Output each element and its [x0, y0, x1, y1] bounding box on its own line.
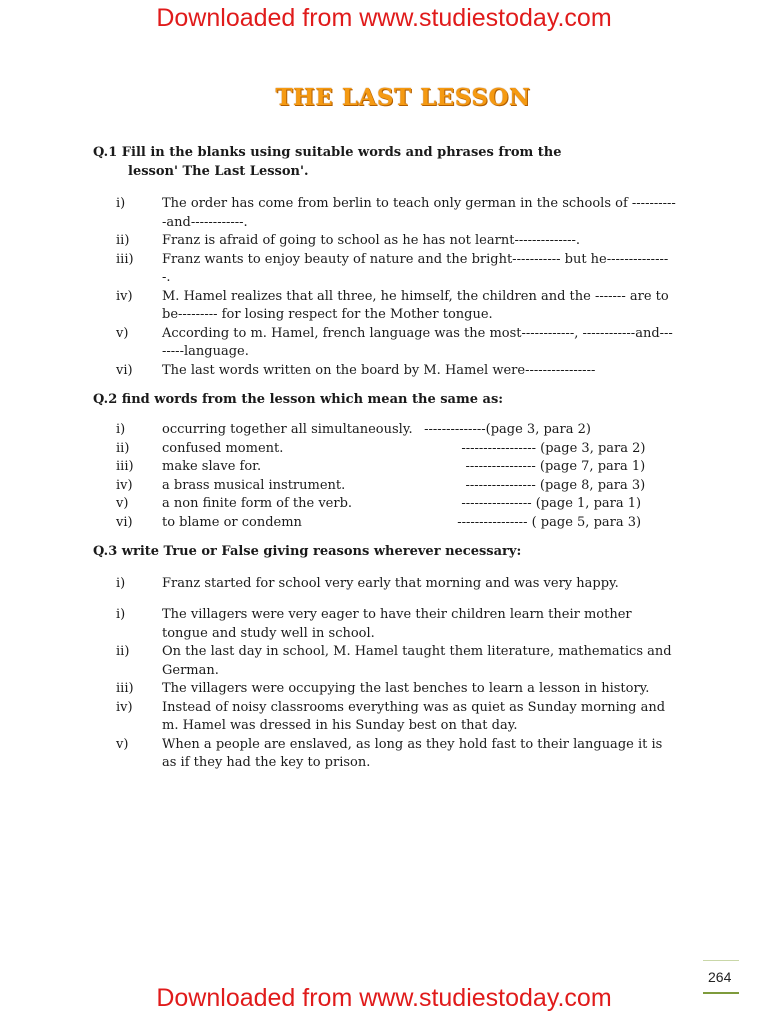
item-text: to blame or condemn: [162, 514, 302, 530]
q3-heading: Q.3 write True or False giving reasons wherever necessary:: [93, 544, 522, 559]
item-text: a non finite form of the verb.: [162, 496, 353, 511]
item-reference: ---------------- (page 1, para 1): [420, 496, 642, 511]
item-number: vi): [116, 514, 133, 530]
item-number: iv): [116, 699, 133, 715]
page-title: THE LAST LESSON: [275, 84, 531, 111]
item-text: Franz wants to enjoy beauty of nature and the bright----------- but he---------------.: [162, 251, 669, 285]
list-item: [116, 680, 676, 699]
q2-list: [116, 421, 676, 532]
list-item: [116, 195, 676, 232]
item-number: iv): [116, 477, 133, 493]
item-text: The last words written on the board by M. Hamel were----------------: [162, 362, 596, 378]
item-text: occurring together all simultaneously.: [162, 422, 413, 437]
item-number: v): [116, 325, 129, 341]
item-number: iii): [116, 251, 134, 267]
item-number: iii): [116, 459, 134, 474]
list-item: [116, 458, 676, 477]
item-number: iv): [116, 288, 133, 304]
item-reference: ---------------- ( page 5, para 3): [420, 514, 642, 530]
item-text: According to m. Hamel, french language was the most------------, ------------and--------language.: [162, 325, 673, 359]
list-item: [116, 643, 676, 680]
item-number: ii): [116, 440, 130, 456]
item-text: The villagers were occupying the last benches to learn a lesson in history.: [162, 681, 650, 696]
item-text: confused moment.: [162, 440, 284, 456]
q1-heading-line1: Q.1 Fill in the blanks using suitable words and phrases from the: [93, 145, 562, 160]
item-text: The villagers were very eager to have their children learn their mother tongue and study well in school.: [162, 607, 632, 641]
page-number-rule-top: [703, 960, 739, 961]
download-banner-bottom: Downloaded from www.studiestoday.com: [156, 984, 612, 1012]
list-item: [116, 495, 676, 514]
list-item: [116, 477, 676, 496]
page-number: 264: [708, 969, 732, 985]
item-number: v): [116, 736, 129, 752]
item-number: i): [116, 576, 126, 591]
item-text: Instead of noisy classrooms everything was as quiet as Sunday morning and m. Hamel was dressed in his Sunday best on that day.: [162, 699, 666, 733]
item-reference: ---------------- (page 7, para 1): [420, 459, 646, 474]
q2-heading: Q.2 find words from the lesson which mean the same as:: [93, 392, 504, 407]
item-text: When a people are enslaved, as long as they hold fast to their language it is as if they had the key to prison.: [162, 736, 663, 770]
list-item: [116, 362, 676, 381]
item-text: M. Hamel realizes that all three, he himself, the children and the ------- are to be--------- for losing respect for the Mother tongue.: [162, 288, 669, 322]
list-item: [116, 440, 676, 459]
list-item: [116, 251, 676, 288]
item-number: i): [116, 422, 126, 437]
item-reference: ----------------- (page 3, para 2): [420, 440, 646, 456]
item-text: Franz is afraid of going to school as he has not learnt--------------.: [162, 233, 581, 248]
item-number: ii): [116, 644, 130, 659]
list-item: [116, 736, 676, 773]
item-text: On the last day in school, M. Hamel taught them literature, mathematics and German.: [162, 644, 672, 678]
item-text: Franz started for school very early that morning and was very happy.: [162, 576, 619, 591]
item-reference: --------------(page 3, para 2): [420, 422, 591, 437]
item-number: v): [116, 496, 129, 511]
item-number: i): [116, 196, 126, 211]
item-reference: ---------------- (page 8, para 3): [420, 477, 646, 493]
list-item: [116, 699, 676, 736]
download-banner-top: Downloaded from www.studiestoday.com: [156, 4, 612, 32]
list-item: [116, 574, 676, 594]
q1-heading: [93, 143, 562, 181]
item-number: ii): [116, 233, 130, 248]
list-item: [116, 514, 676, 533]
item-text: The order has come from berlin to teach only german in the schools of -----------and------------.: [162, 196, 676, 230]
list-item: [116, 325, 676, 362]
list-item: [116, 232, 676, 251]
item-number: vi): [116, 362, 133, 378]
item-number: iii): [116, 681, 134, 696]
q1-heading-line2: lesson' The Last Lesson'.: [128, 164, 309, 179]
list-item: [116, 288, 676, 325]
q1-list: [116, 195, 676, 380]
item-text: a brass musical instrument.: [162, 477, 346, 493]
list-item: [116, 421, 676, 440]
item-text: make slave for.: [162, 459, 262, 474]
q3-list: [116, 574, 676, 773]
item-number: i): [116, 607, 126, 622]
list-item: [116, 606, 676, 643]
